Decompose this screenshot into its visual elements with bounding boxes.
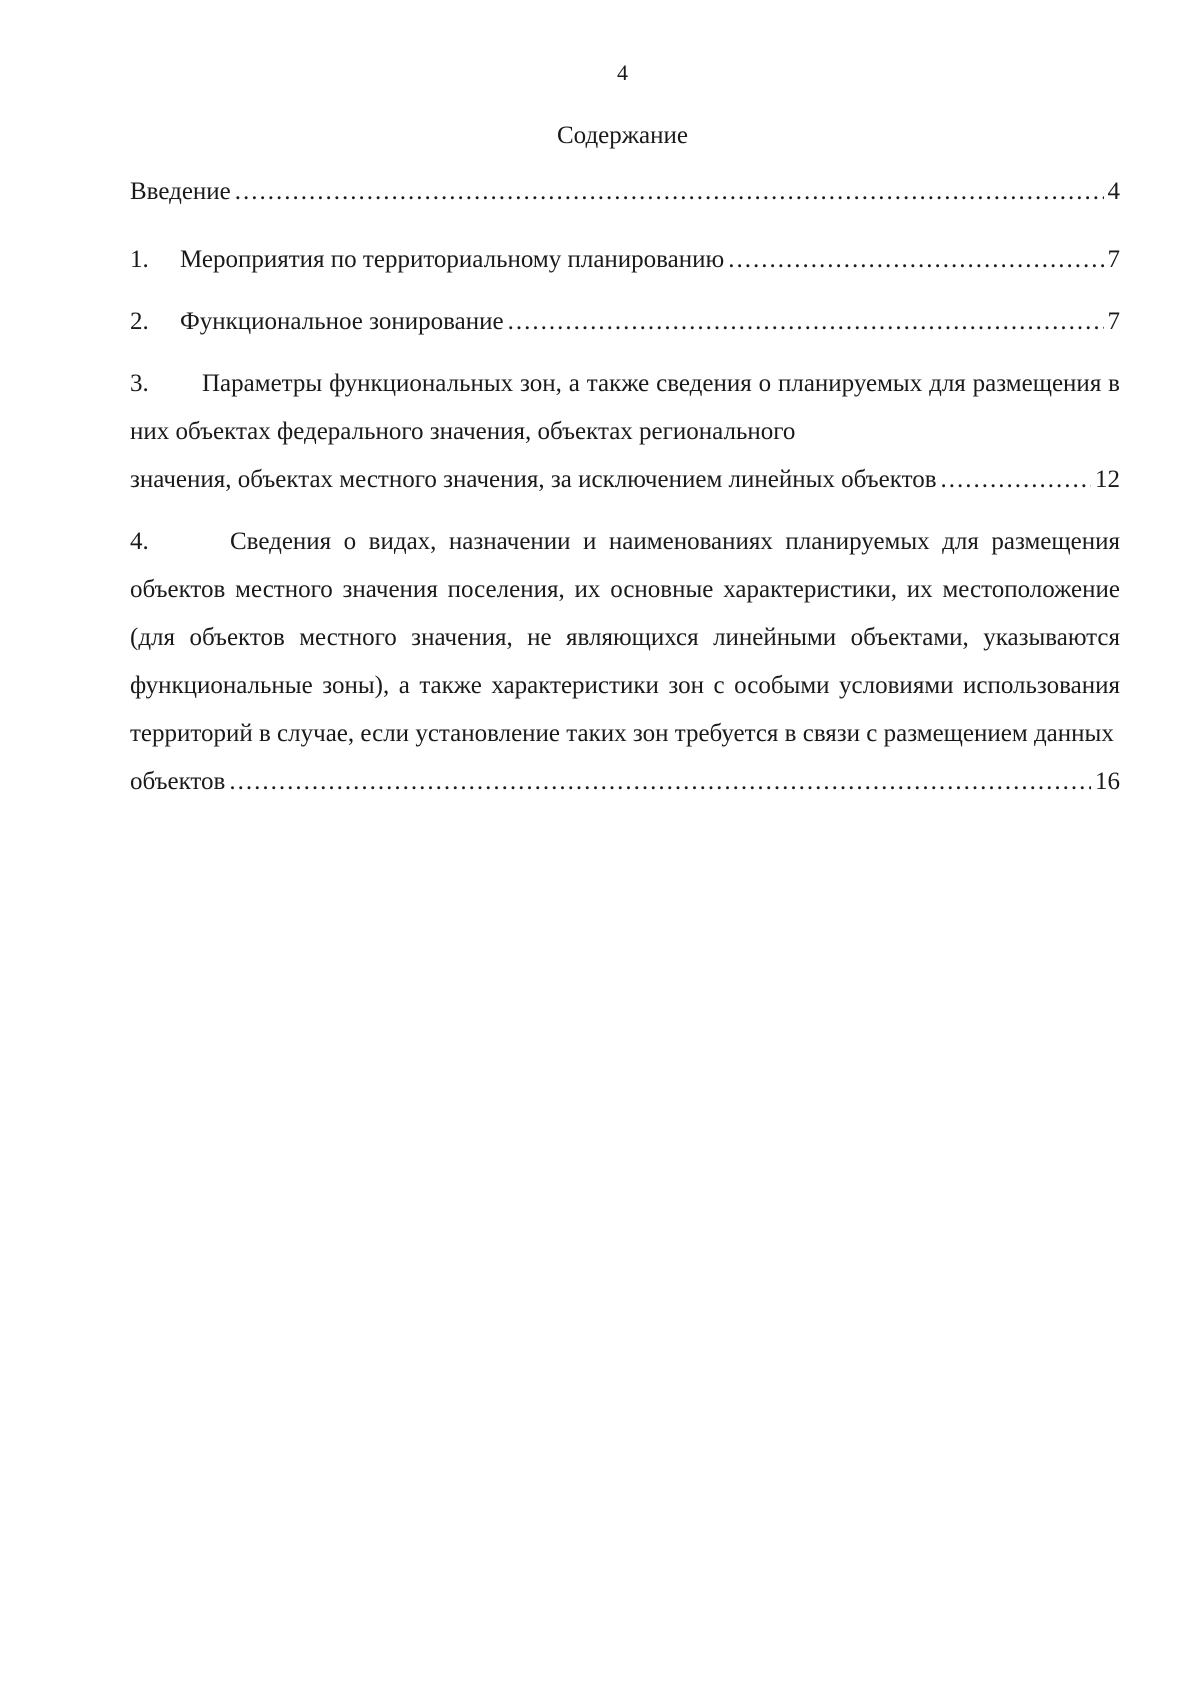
toc-entry-1[interactable] <box>130 236 1120 284</box>
toc-entry-3[interactable] <box>130 360 1120 504</box>
toc-entry-text: Введение <box>130 178 231 205</box>
toc-entry-number: 4. <box>130 528 149 555</box>
toc-entry-page: 4 <box>1107 178 1120 205</box>
dot-leader <box>508 298 1104 346</box>
toc-entry-number: 1. <box>130 246 149 273</box>
toc-entry-page: 12 <box>1095 466 1120 493</box>
toc-entry-introduction[interactable] <box>130 168 1120 216</box>
toc-entry-page: 7 <box>1107 308 1120 335</box>
toc-entry-page: 7 <box>1107 246 1120 273</box>
toc-entry-text: Сведения о видах, назначении и наименованиях планируемых для размещения объектов местного значения поселения, их основные характеристики, их местоположение (для объектов местного значения, не являющихся линейными объектами, указываются функциональные зоны), а также характеристики зон с особыми условиями использования территорий в случае, если установление таких зон требуется в связи с размещением данных <box>130 528 1120 747</box>
toc-entry-text: Параметры функциональных зон, а также сведения о планируемых для размещения в них объектах федерального значения, объектах регионального <box>130 370 1120 445</box>
toc-entry-text-last: значения, объектах местного значения, за исключением линейных объектов <box>130 466 937 493</box>
dot-leader <box>728 236 1103 284</box>
toc-entry-text: Мероприятия по территориальному планированию <box>180 246 725 273</box>
page-number: 4 <box>617 60 628 85</box>
toc-entry-2[interactable] <box>130 298 1120 346</box>
dot-leader <box>941 456 1092 504</box>
toc-entry-number: 3. <box>130 370 149 397</box>
toc-title: Содержание <box>557 122 688 149</box>
toc-entry-number: 2. <box>130 308 149 335</box>
dot-leader <box>229 758 1091 806</box>
toc-entry-text-last: объектов <box>130 768 226 795</box>
toc-entry-page: 16 <box>1095 768 1120 795</box>
toc-entry-text: Функциональное зонирование <box>180 308 504 335</box>
table-of-contents <box>130 168 1120 806</box>
toc-entry-4[interactable] <box>130 518 1120 806</box>
dot-leader <box>235 168 1104 216</box>
